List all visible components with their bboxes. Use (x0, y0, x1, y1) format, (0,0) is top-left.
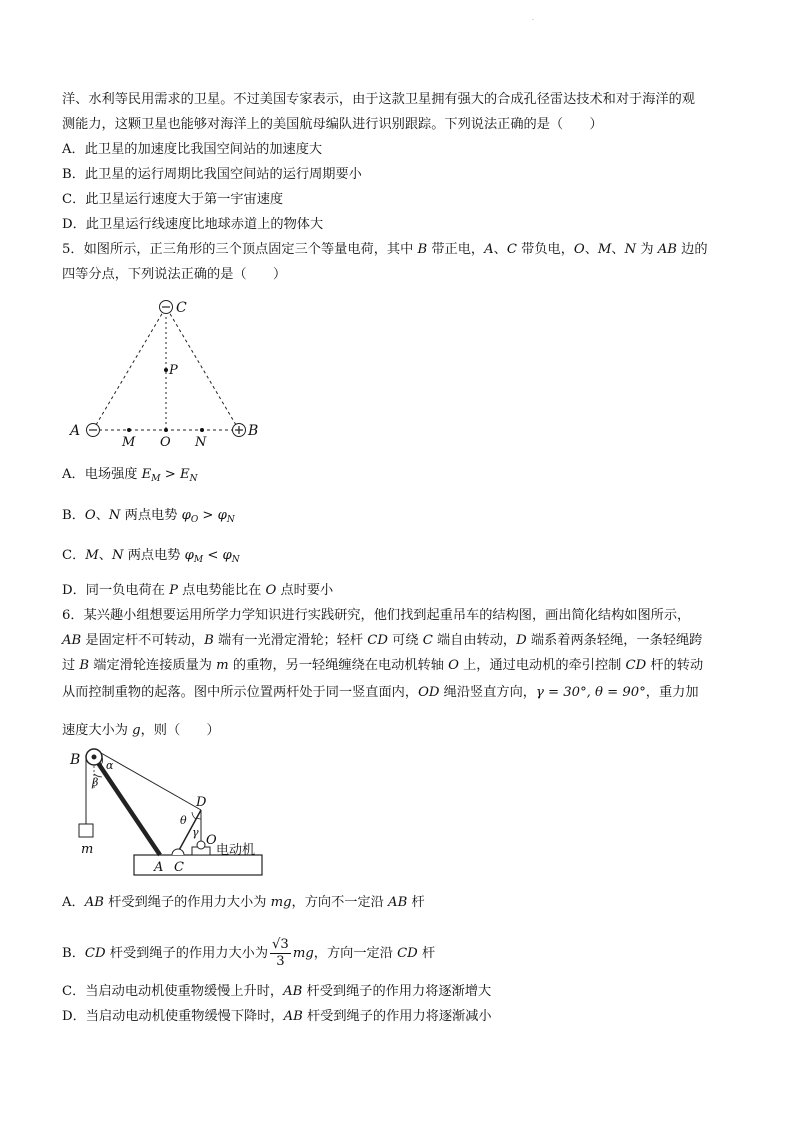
q5-var-m: M (597, 242, 612, 257)
label-d: D (196, 795, 207, 810)
text: D．当启动电动机使重物缓慢下降时， (62, 1009, 284, 1024)
q5-text: 为 (636, 242, 658, 257)
var-g: g (132, 723, 141, 738)
sep: 、 (95, 508, 109, 523)
var-o: O (265, 583, 277, 598)
var-p: P (169, 583, 178, 598)
q6-stem-line2 (62, 632, 702, 650)
text: ，方向不一定沿 (291, 895, 389, 910)
q4-option-d: D．此卫星运行线速度比地球赤道上的物体大 (62, 217, 324, 232)
var-ab: AB (62, 633, 82, 648)
math-e: E (141, 467, 152, 482)
sub-m: M (193, 555, 204, 565)
charge-c-negative (160, 301, 173, 314)
point-m (127, 428, 131, 432)
sub-m: M (151, 474, 161, 484)
text: 杆 (417, 946, 436, 961)
q6-option-b (62, 936, 435, 972)
q5-var-o: O (573, 242, 585, 257)
text: A． (62, 895, 85, 910)
q5-var-n: N (624, 242, 637, 257)
q5-opt-b-label: B． (62, 508, 85, 523)
label-n: N (195, 435, 207, 450)
sep: 、 (98, 548, 112, 563)
q5-text: 带负电， (516, 242, 574, 257)
q5-option-c (62, 547, 240, 569)
text: 速度大小为 (62, 723, 133, 738)
q6-stem-line3 (62, 657, 703, 675)
text: 的重物，另一轻绳缠绕在电动机转轴 (228, 658, 449, 673)
q5-text: 带正电， (427, 242, 485, 257)
var-d: D (516, 633, 527, 648)
q5-text: 、 (584, 242, 598, 257)
sub-n: N (189, 474, 198, 484)
text: 杆受到绳子的作用力大小为 (105, 946, 269, 961)
q6-crane-figure (62, 744, 282, 879)
var-b: B (204, 633, 214, 648)
var-cd: CD (625, 658, 647, 673)
text: D．同一负电荷在 (62, 583, 170, 598)
rope-bd (101, 753, 201, 810)
math-angles: γ = 30°, θ = 90° (535, 685, 646, 700)
math-gt-phi: > φ (198, 508, 227, 523)
text: 点时要小 (276, 583, 334, 598)
point-p (164, 368, 168, 372)
point-n (200, 428, 204, 432)
var-o: O (448, 658, 459, 673)
label-c: C (176, 300, 187, 316)
pivot-c (172, 849, 184, 855)
text: 端系着两条轻绳，一条轻绳跨 (526, 633, 703, 648)
side-ac (93, 307, 166, 430)
text: 过 (62, 658, 80, 673)
q5-opt-c-label: C． (62, 548, 86, 563)
var-n: N (108, 508, 121, 523)
var-n: N (111, 548, 124, 563)
var-ab: AB (388, 895, 408, 910)
text: 是固定杆不可转动， (81, 633, 205, 648)
q5-stem-line2: 四等分点，下列说法正确的是（ ） (62, 267, 287, 282)
q5-triangle-figure (62, 290, 272, 450)
text: 端有一光滑定滑轮；轻杆 (213, 633, 368, 648)
q6-option-a (62, 894, 425, 912)
fraction-numerator: √3 (272, 937, 289, 952)
text: 两点电势 (123, 548, 185, 563)
pulley-b (86, 749, 102, 765)
fraction-denominator: 3 (276, 954, 285, 969)
var-m: M (85, 548, 99, 563)
header-mark: · (532, 17, 534, 24)
q6-stem-line4 (62, 684, 699, 702)
var-o: O (84, 508, 96, 523)
q6-stem-line5 (62, 722, 220, 740)
text: 杆受到绳子的作用力大小为 (103, 895, 271, 910)
text: B． (62, 946, 85, 961)
var-od: OD (418, 685, 440, 700)
q5-var-c: C (506, 242, 517, 257)
text: 可绕 (387, 633, 423, 648)
q6-option-d (62, 1008, 492, 1026)
label-o: O (206, 833, 217, 848)
math-phi: φ (181, 508, 191, 523)
math-lt-phi: < φ (203, 548, 232, 563)
sub-n: N (231, 555, 240, 565)
sub-n: N (226, 515, 235, 525)
text: 两点电势 (120, 508, 182, 523)
label-theta: θ (180, 814, 187, 827)
q4-option-b: B．此卫星的运行周期比我国空间站的运行周期要小 (62, 167, 362, 182)
label-b: B (70, 752, 81, 768)
text: ，方向一定沿 (313, 946, 398, 961)
text: ，重力加 (645, 685, 699, 700)
text: 端定滑轮连接质量为 (89, 658, 217, 673)
angle-gamma-arc (197, 818, 201, 819)
text: 杆 (407, 895, 425, 910)
label-m: M (122, 435, 136, 450)
text: 端自由转动， (432, 633, 517, 648)
mass-m (79, 824, 93, 837)
text: 上，通过电动机的牵引控制 (458, 658, 626, 673)
text: ，则（ ） (140, 723, 220, 738)
var-m: m (216, 658, 229, 673)
text: 杆受到绳子的作用力将逐渐减小 (302, 1009, 492, 1024)
sub-o: O (190, 515, 199, 525)
math-gt-e: > E (160, 467, 190, 482)
label-p: P (169, 363, 178, 378)
q4-option-a: A．此卫星的加速度比我国空间站的加速度大 (62, 142, 323, 157)
var-c: C (422, 633, 433, 648)
label-a: A (70, 423, 81, 439)
charge-a-negative (87, 424, 100, 437)
label-m: m (81, 842, 94, 857)
label-motor: 电动机 (216, 843, 256, 858)
q5-opt-a-label: A．电场强度 (62, 467, 142, 482)
label-gamma: γ (192, 826, 199, 839)
label-a: A (154, 860, 164, 875)
q5-text: 边的 (676, 242, 708, 257)
q4-stem-line2: 测能力，这颗卫星也能够对海洋上的美国航母编队进行识别跟踪。下列说法正确的是（ ） (62, 117, 603, 132)
label-beta: β (92, 776, 99, 789)
rod-ab (94, 757, 160, 855)
q5-option-a (62, 466, 197, 488)
label-o: O (160, 435, 171, 450)
q5-text: 、 (493, 242, 507, 257)
var-mg: mg (292, 946, 314, 961)
q5-number: 5． (62, 242, 84, 257)
q4-stem-line1: 洋、水利等民用需求的卫星。不过美国专家表示，由于这款卫星拥有强大的合成孔径雷达技术和对于海洋的观 (62, 92, 695, 107)
q5-var-ab: AB (657, 242, 677, 257)
var-cd: CD (367, 633, 388, 648)
fraction-sqrt3-over-3 (270, 937, 291, 970)
charge-b-positive (233, 424, 246, 437)
point-o (164, 428, 168, 432)
q4-option-c: C．此卫星运行速度大于第一宇宙速度 (62, 192, 284, 207)
q6-stem-line1: 6．某兴趣小组想要运用所学力学知识进行实践研究，他们找到起重吊车的结构图，画出简化结构如图所示， (62, 608, 691, 623)
var-cd: CD (397, 946, 418, 961)
label-alpha: α (106, 759, 114, 772)
var-ab: AB (283, 1009, 303, 1024)
text: 绳沿竖直方向， (439, 685, 536, 700)
angle-theta-arc (192, 812, 196, 819)
label-b: B (248, 423, 259, 439)
q5-text: 、 (611, 242, 625, 257)
q5-option-d (62, 582, 333, 600)
q5-option-b (62, 507, 235, 529)
q5-text: 如图所示，正三角形的三个顶点固定三个等量电荷，其中 (83, 242, 418, 257)
var-mg: mg (270, 895, 292, 910)
var-cd: CD (84, 946, 106, 961)
var-b: B (79, 658, 90, 673)
q5-var-b: B (417, 242, 428, 257)
q5-stem-line1 (62, 241, 708, 259)
q6-option-c (62, 983, 491, 1001)
text: C．当启动电动机使重物缓慢上升时， (62, 984, 284, 999)
label-c: C (174, 860, 184, 875)
text: 杆的转动 (646, 658, 704, 673)
var-ab: AB (283, 984, 303, 999)
math-phi: φ (184, 548, 194, 563)
var-ab: AB (84, 895, 104, 910)
text: 杆受到绳子的作用力将逐渐增大 (302, 984, 492, 999)
text: 点电势能比在 (177, 583, 266, 598)
q5-var-a: A (484, 242, 494, 257)
text: 从而控制重物的起落。图中所示位置两杆处于同一竖直面内， (62, 685, 419, 700)
